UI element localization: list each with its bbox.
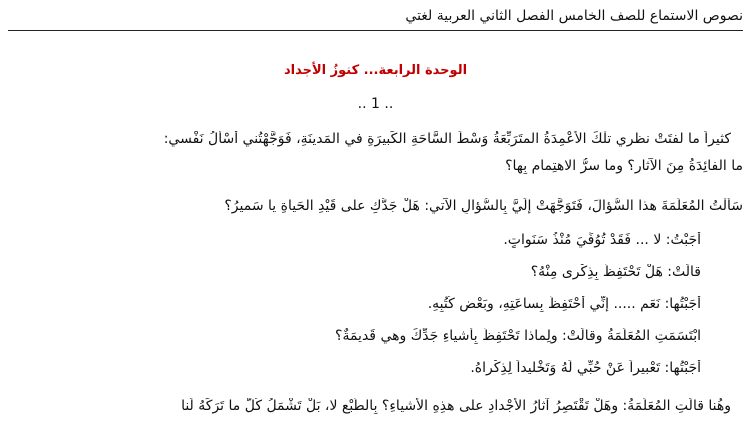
dialogue-item xyxy=(20,360,701,376)
dialogue-text: ابْتَسَمَتِ المُعَلِّمَةُ وقالَتْ: ولِماذا تَحْتَفِظُ بِأَشياءِ جَدِّكَ وهي قَديمَةٌ؟ xyxy=(335,328,701,344)
dialogue-item xyxy=(20,296,701,312)
intro-line: سَأَلْتُ المُعَلِّمَةَ هذا السُّؤالَ، فَتَوَجَّهَتْ إِلَيَّ بِالسُّؤالِ الآتي: هَلْ جَدُّكِ على قَيْدِ الحَياةِ يا سَميرُ؟ xyxy=(224,198,743,214)
paragraph-line-2: ما الفائِدَةُ مِنَ الآثارِ؟ وما سرُّ الاهتِمامِ بِها؟ xyxy=(505,158,743,174)
dialogue-text: أَجَبْتُها: نَعَم ..... إِنِّي أَحْتَفِظُ بِساعَتِهِ، وبَعْضِ كُتُبِهِ. xyxy=(427,296,701,312)
document-header: نصوص الاستماع للصف الخامس الفصل الثاني العربية لغتي xyxy=(8,8,743,31)
paragraph-line-1: كثيراً ما لفتَتْ نظري تلْكَ الأَعْمِدَةُ المتَرَبِّعَةُ وَسْطَ السَّاحَةِ الكَبيرَةِ في المَدينَةِ، فَوَجَّهْتُني أَسْأَلُ نَفْسي: xyxy=(163,131,731,147)
dialogue-text: أَجَبْتُ: لا ... فَقَدْ تُوُفِّيَ مُنْذُ سَنَواتٍ. xyxy=(503,232,701,248)
closing-line: وهُنا قالَتِ المُعَلِّمَةُ: وهَلْ تَقْتَصِرُ آثارُ الأَجْدادِ على هذِهِ الأَشياءِ؟ بِالطَّبْعِ لا، بَلْ تَشْمَلُ كُلَّ ما تَرَكَهُ لَنا xyxy=(181,398,731,414)
dialogue-item xyxy=(20,328,701,344)
unit-title: الوحدة الرابعة... كنوزُ الأجداد xyxy=(283,63,468,78)
lesson-number: .. 1 .. xyxy=(357,96,394,112)
dialogue-text: أَجَبْتُها: تَعْبيراً عَنْ حُبِّي لَهُ وَتَخْليداً لِذِكْراهُ. xyxy=(470,360,701,376)
dialogue-item xyxy=(20,232,701,248)
dialogue-text: قالَتْ: هَلْ تَحْتَفِظُ بِذِكْرى مِنْهُ؟ xyxy=(530,264,701,280)
dialogue-item xyxy=(20,264,701,280)
